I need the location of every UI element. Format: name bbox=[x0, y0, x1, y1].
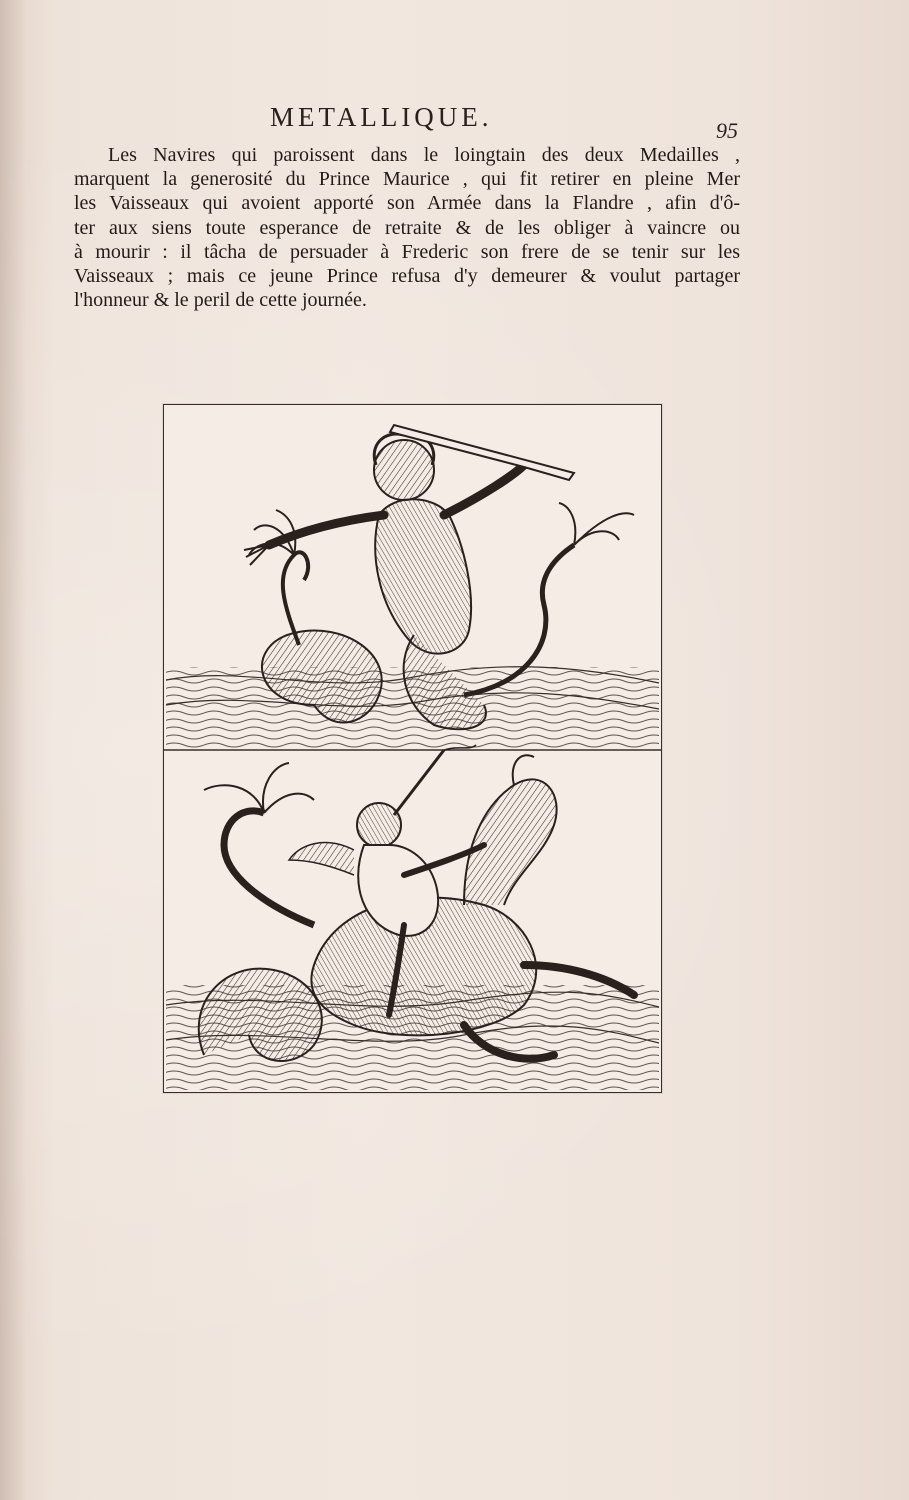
text-line: à mourir : il tâcha de persuader à Frederic son frere de se tenir sur les bbox=[74, 240, 740, 263]
page-number: 95 bbox=[716, 118, 738, 143]
engraved-plate bbox=[163, 404, 662, 1093]
running-title: METALLIQUE. bbox=[270, 102, 493, 132]
page-header bbox=[0, 102, 909, 142]
text-line: les Vaisseaux qui avoient apporté son Armée dans la Flandre , afin d'ô- bbox=[74, 192, 740, 215]
cupid-hippocamp-figure bbox=[166, 745, 659, 1090]
body-paragraph bbox=[74, 143, 740, 312]
text-line: ter aux siens toute esperance de retraite & de les obliger à vaincre ou bbox=[74, 216, 740, 239]
engraving-illustration bbox=[164, 405, 661, 1092]
gutter-shadow bbox=[0, 0, 26, 1500]
text-line: Vaisseaux ; mais ce jeune Prince refusa d'y demeurer & voulut partager bbox=[74, 265, 740, 288]
text-line: marquent la generosité du Prince Maurice , qui fit retirer en pleine Mer bbox=[74, 168, 740, 191]
text-line: l'honneur & le peril de cette journée. bbox=[74, 289, 367, 312]
text-line: Les Navires qui paroissent dans le loingtain des deux Medailles , bbox=[108, 144, 740, 166]
triton-figure bbox=[166, 425, 659, 749]
